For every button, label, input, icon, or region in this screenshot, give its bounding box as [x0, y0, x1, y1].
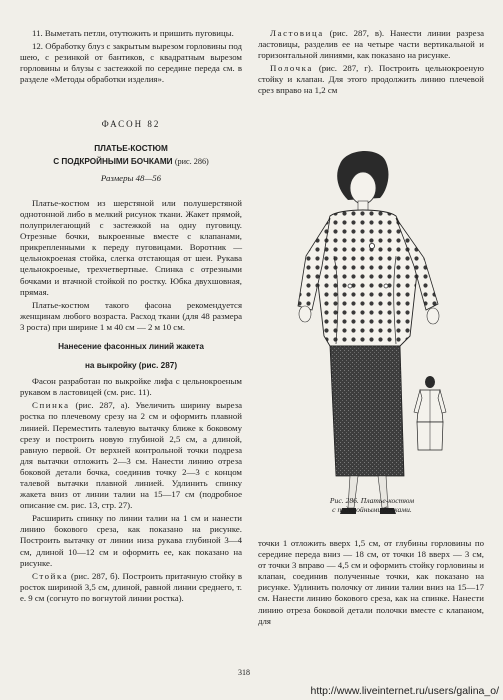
- gusset-text: (рис. 287, в). Нанести линии разреза ластовицы, разделив ее на четыре части вертикальной и горизонтальной линиями, как показано на рисунке.: [258, 28, 484, 61]
- button-icon: [348, 284, 352, 288]
- collar-term: Стойка: [32, 570, 69, 581]
- figure-ref: (рис. 286): [174, 156, 209, 166]
- skirt-shape: [330, 346, 404, 476]
- front-continuation-paragraph: точки 1 отложить вверх 1,5 см, от глубины горловины по середине переда вниз — 18 см, от точки 18 вверх — 3 см, от точки 3 вправо — 4,5 см и оформить стойку горловины и клапан, соединив полученные точки, как показано на рисунке. Удлинить полочку от линии талии вниз на 15—17 см. Нанести линию бокового среза, как на спинке. Нанести линию отреза боковой детали полочки вместе с клапаном, для: [258, 538, 484, 626]
- face-shape: [350, 172, 376, 204]
- source-url: http://www.liveinternet.ru/users/galina_o/: [310, 685, 499, 697]
- section-heading-2: на выкройку (рис. 287): [84, 361, 178, 371]
- recommendation-paragraph: Платье-костюм такого фасона рекомендуется женщинам любого возраста. Расход ткани (для 48 размера 3 роста) при ширине 1 м 40 см — 2 м 10 см.: [20, 299, 242, 332]
- collar-paragraph: [20, 571, 242, 604]
- back-term: Спинка: [32, 400, 70, 411]
- front-text: (рис. 287, г). Построить цельнокроеную стойку и клапан. Для этого продолжить линию плечевой срез вправо на 1,2 см: [258, 63, 485, 96]
- figure-caption: [312, 496, 432, 514]
- collar-text: (рис. 287, б). Построить притачную стойку в росток шириной 3,5 см, длиной, равной линии среднего, т. е. 9 см (согнуто по вогнутой линии ростка).: [20, 570, 242, 603]
- description-paragraph: Платье-костюм из шерстяной или полушерстяной однотонной либо в мелкий рисунок ткани. Жакет прямой, полуприлегающий с застежкой на одну пуговицу. Отрезные бочки, выкроенные вместе с клапанами, прикрепленными к переду пуговицами. Воротник — цельнокроеная стойка, слегка отстающая от шеи. Рукава цельнокроеные, трехчетвертные. Спинка с отрезными бочками и втачной стойкой по ростку. Юбка двухшовная, прямая.: [20, 197, 242, 297]
- right-column-bottom: [258, 538, 484, 627]
- gusset-term: Ластовица: [270, 28, 324, 38]
- pattern-base-paragraph: Фасон разработан по выкройке лифа с цельнокроеным рукавом в ластовицей (см. рис. 11).: [20, 376, 242, 398]
- back-text: (рис. 287, а). Увеличить ширину выреза ростка по плечевому срезу на 2 см и оформить плавной линией. Переместить талевую вытачку ближе к боковому срезу и построить новую глубиной 2,5 см, а длиной, равную первой. От верхней контрольной точки подреза для вытачки отложить 2—3 см. Нанести линию отреза боковой детали бочка, соединив точку 2—3 с концом талевой вытачки плавной линией. Удлинить спинку жакета вниз от линии талии на 15—17 см (подробное описание см. рис. 13, стр. 27).: [20, 400, 242, 511]
- sizes-line: Размеры 48—56: [100, 172, 162, 183]
- right-column-top: [258, 28, 484, 99]
- style-subtitle-1: ПЛАТЬЕ-КОСТЮМ: [94, 143, 168, 153]
- style-subtitle-2-text: С ПОДКРОЙНЫМИ БОЧКАМИ: [53, 156, 173, 166]
- front-paragraph: [258, 63, 484, 96]
- button-icon: [369, 243, 374, 248]
- style-title: ФАСОН 82: [101, 119, 161, 130]
- widen-paragraph: Расширить спинку по линии талии на 1 см и нанести линию бокового среза, как показано на рисунке. Построить вытачку от линии низа рукава глубиной 3—4 см, длиной 10—12 см и оформить ее, как показано на рисунке.: [20, 513, 242, 568]
- left-paragraph-2: 12. Обработку блуз с закрытым вырезом горловины под шею, с резинкой от бантиков, с квадратным вырезом горловины и блузы с застежкой по середине переда см. в разделе «Методы обработки изделия».: [20, 41, 242, 85]
- back-view-sketch: [414, 376, 446, 450]
- figure-caption-line-1: Рис. 286. Платье-костюм: [329, 496, 415, 505]
- section-heading-1: Нанесение фасонных линий жакета: [58, 341, 204, 351]
- figure-caption-line-2: с подкройными бочками.: [332, 505, 412, 514]
- gusset-paragraph: [258, 28, 484, 61]
- front-term: Полочка: [270, 63, 313, 74]
- left-paragraph-1: 11. Выметать петли, отутюжить и пришить пуговицы.: [32, 28, 234, 38]
- back-paragraph: [20, 400, 242, 511]
- page-number: 318: [238, 668, 250, 677]
- style-subtitle-2: [20, 156, 242, 167]
- left-column: [20, 28, 242, 606]
- button-icon: [384, 284, 388, 288]
- fashion-illustration: [268, 146, 478, 524]
